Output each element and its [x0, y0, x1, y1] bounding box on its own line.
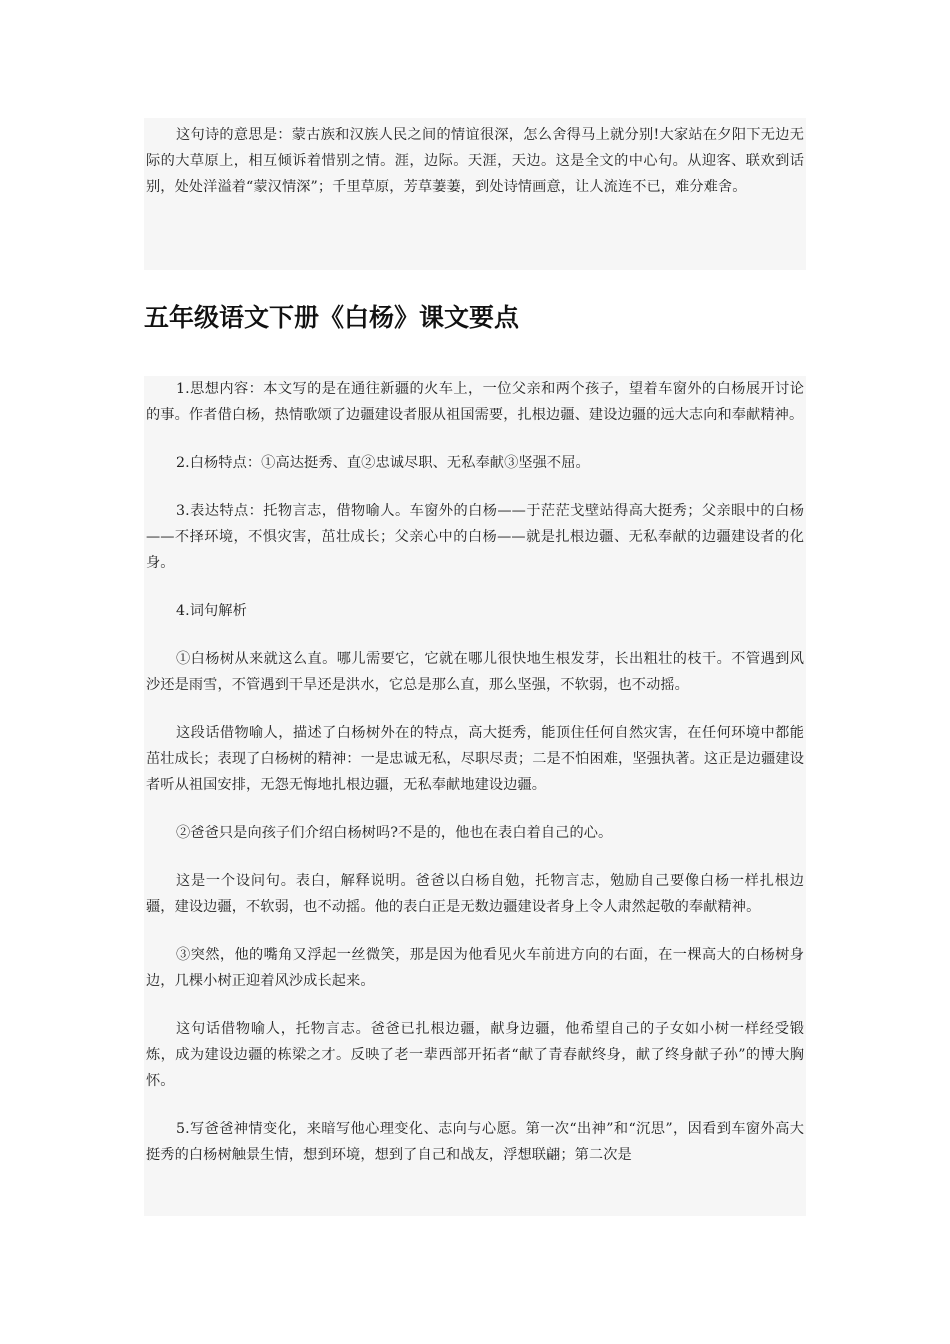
intro-paragraph: 这句诗的意思是：蒙古族和汉族人民之间的情谊很深，怎么舍得马上就分别!大家站在夕阳下无边无际的大草原上，相互倾诉着惜别之情。涯，边际。天涯，天边。这是全文的中心句。从迎客、联欢到话别，处处洋溢着“蒙汉情深”；千里草原，芳草萋萋，到处诗情画意，让人流连不已，难分难舍。: [146, 127, 804, 195]
section-title: 五年级语文下册《白杨》课文要点: [144, 303, 520, 332]
paragraph-sentence-analysis-heading: 4.词句解析: [176, 603, 247, 619]
paragraph-explanation-2: 这是一个设问句。表白，解释说明。爸爸以白杨自勉，托物言志，勉励自己要像白杨一样扎根边疆，建设边疆，不软弱，也不动摇。他的表白正是无数边疆建设者身上令人肃然起敬的奉献精神。: [146, 873, 804, 915]
section-body: [144, 376, 806, 1216]
paragraph-quote-3: ③突然，他的嘴角又浮起一丝微笑，那是因为他看见火车前进方向的右面，在一棵高大的白杨树身边，几棵小树正迎着风沙成长起来。: [146, 947, 804, 989]
paragraph-quote-2: ②爸爸只是向孩子们介绍白杨树吗?不是的，他也在表白着自己的心。: [176, 825, 613, 841]
paragraph-poplar-features: 2.白杨特点：①高达挺秀、直②忠诚尽职、无私奉献③坚强不屈。: [176, 455, 590, 471]
paragraph-father-expression: 5.写爸爸神情变化，来暗写他心理变化、志向与心愿。第一次“出神”和“沉思”，因看到车窗外高大挺秀的白杨树触景生情，想到环境，想到了自己和战友，浮想联翩；第二次是: [146, 1121, 804, 1163]
paragraph-expression-features: 3.表达特点：托物言志，借物喻人。车窗外的白杨——于茫茫戈壁站得高大挺秀；父亲眼中的白杨——不择环境，不惧灾害，茁壮成长；父亲心中的白杨——就是扎根边疆、无私奉献的边疆建设者的化身。: [146, 503, 804, 571]
paragraph-explanation-1: 这段话借物喻人，描述了白杨树外在的特点，高大挺秀，能顶住任何自然灾害，在任何环境中都能茁壮成长；表现了白杨树的精神：一是忠诚无私，尽职尽责；二是不怕困难，坚强执著。这正是边疆建设者听从祖国安排，无怨无悔地扎根边疆，无私奉献地建设边疆。: [146, 725, 804, 793]
paragraph-quote-1: ①白杨树从来就这么直。哪儿需要它，它就在哪儿很快地生根发芽，长出粗壮的枝干。不管遇到风沙还是雨雪，不管遇到干旱还是洪水，它总是那么直，那么坚强，不软弱，也不动摇。: [146, 651, 804, 693]
intro-block: [144, 118, 806, 270]
paragraph-explanation-3: 这句话借物喻人，托物言志。爸爸已扎根边疆，献身边疆，他希望自己的子女如小树一样经受锻炼，成为建设边疆的栋梁之才。反映了老一辈西部开拓者“献了青春献终身，献了终身献子孙”的博大胸怀。: [146, 1021, 804, 1089]
paragraph-thought-content: 1.思想内容：本文写的是在通往新疆的火车上，一位父亲和两个孩子，望着车窗外的白杨展开讨论的事。作者借白杨，热情歌颂了边疆建设者服从祖国需要，扎根边疆、建设边疆的远大志向和奉献精神。: [146, 381, 804, 423]
